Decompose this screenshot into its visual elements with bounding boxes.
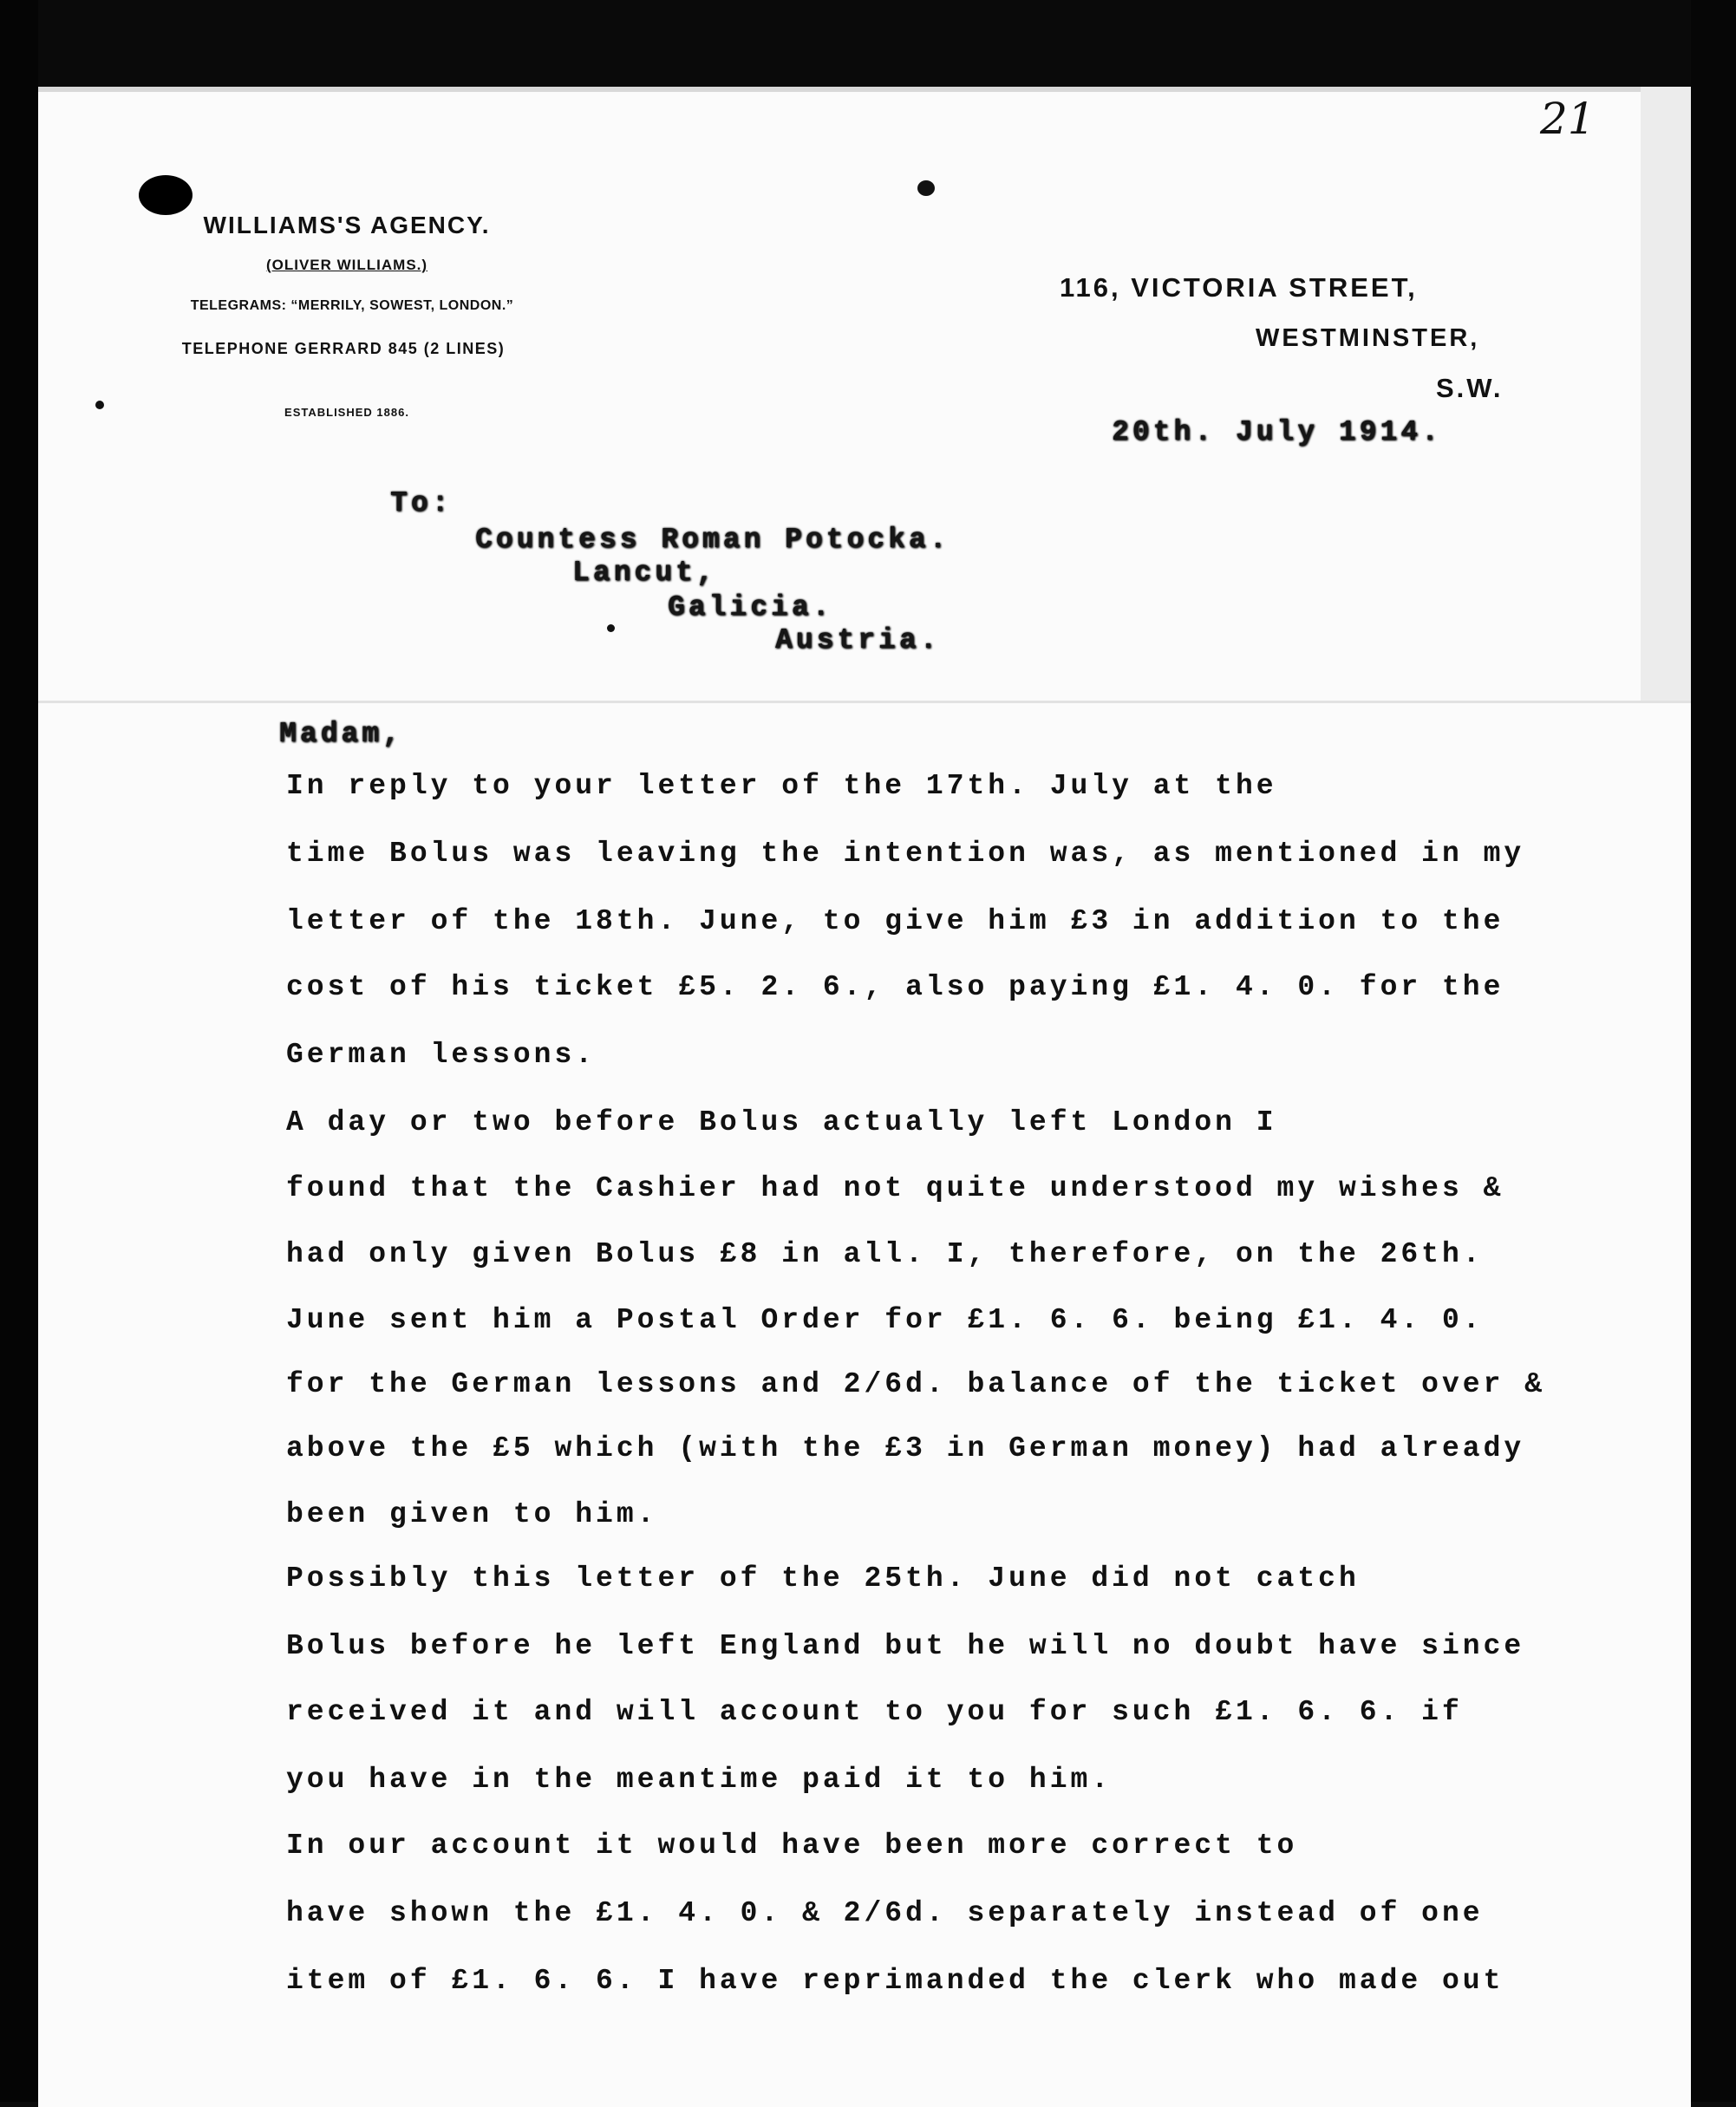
body-line: had only given Bolus £8 in all. I, therefore, on the 26th.	[286, 1238, 1484, 1270]
body-line: A day or two before Bolus actually left London I	[286, 1106, 1277, 1138]
agency-proprietor: (OLIVER WILLIAMS.)	[265, 257, 428, 273]
body-line: you have in the meantime paid it to him.	[286, 1764, 1113, 1796]
body-line: In reply to your letter of the 17th. July at the	[286, 770, 1277, 802]
scan-border-left	[0, 0, 38, 2102]
scan-border-top	[0, 0, 1736, 87]
body-line: In our account it would have been more correct to	[286, 1830, 1298, 1862]
body-line: cost of his ticket £5. 2. 6., also paying £1. 4. 0. for the	[286, 971, 1504, 1003]
address-street: 116, VICTORIA STREET,	[1060, 272, 1418, 303]
salutation: Madam,	[279, 718, 403, 750]
body-line: time Bolus was leaving the intention was, as mentioned in my	[286, 838, 1525, 870]
body-line: German lessons.	[286, 1039, 597, 1071]
body-line: been given to him.	[286, 1498, 658, 1530]
page-fold-line	[38, 701, 1691, 703]
body-line: Possibly this letter of the 25th. June did not catch	[286, 1562, 1360, 1595]
agency-established: ESTABLISHED 1886.	[284, 406, 409, 419]
page-number: 21	[1540, 94, 1596, 144]
body-line: letter of the 18th. June, to give him £3 in addition to the	[286, 905, 1504, 937]
body-line: June sent him a Postal Order for £1. 6. 6. being £1. 4. 0.	[286, 1304, 1484, 1336]
body-line: item of £1. 6. 6. I have reprimanded the clerk who made out	[286, 1965, 1504, 1997]
recipient-line: Countess Roman Potocka.	[475, 524, 950, 556]
page-fold-shadow	[1641, 87, 1691, 702]
address-district: WESTMINSTER,	[1256, 324, 1480, 352]
recipient-label: To:	[390, 487, 453, 519]
body-line: received it and will account to you for such £1. 6. 6. if	[286, 1696, 1463, 1728]
letter-date: 20th. July 1914.	[1112, 416, 1442, 448]
agency-telegrams: TELEGRAMS: “MERRILY, SOWEST, LONDON.”	[190, 298, 514, 313]
ink-speck	[95, 401, 104, 409]
body-line: have shown the £1. 4. 0. & 2/6d. separately instead of one	[286, 1897, 1484, 1929]
agency-telephone: TELEPHONE GERRARD 845 (2 LINES)	[181, 340, 506, 357]
recipient-line: Austria.	[775, 624, 941, 656]
scan-border-right	[1691, 0, 1736, 2102]
body-line: found that the Cashier had not quite understood my wishes &	[286, 1172, 1504, 1204]
agency-name: WILLIAMS'S AGENCY.	[203, 212, 491, 238]
recipient-line: Galicia.	[668, 591, 833, 623]
punch-hole	[139, 175, 193, 215]
body-line: Bolus before he left England but he will no doubt have since	[286, 1630, 1525, 1662]
ink-speck	[917, 180, 935, 196]
body-line: above the £5 which (with the £3 in German money) had already	[286, 1432, 1525, 1464]
ink-speck	[607, 624, 615, 632]
address-postal: S.W.	[1436, 373, 1504, 403]
body-line: for the German lessons and 2/6d. balance of the ticket over &	[286, 1368, 1545, 1400]
recipient-line: Lancut,	[572, 557, 717, 589]
